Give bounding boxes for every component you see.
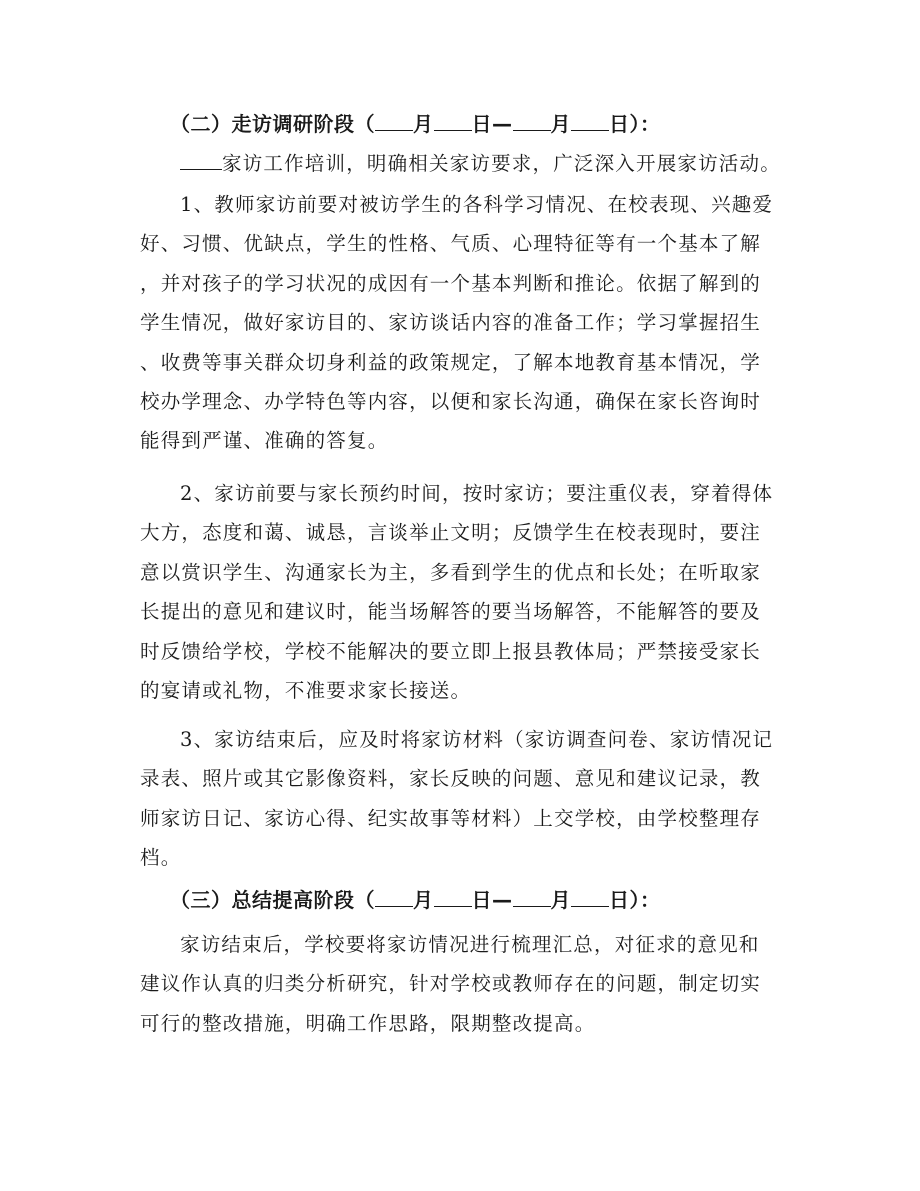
blank-month-end	[513, 886, 551, 907]
heading-suffix: 日）：	[609, 112, 661, 136]
paragraph-line: 、收费等事关群众切身利益的政策规定，了解本地教育基本情况，学	[140, 350, 762, 374]
paragraph-line: 校办学理念、办学特色等内容，以便和家长沟通，确保在家长咨询时	[140, 389, 762, 413]
blank-month-start	[375, 110, 413, 131]
paragraph-line: 长提出的意见和建议时，能当场解答的要当场解答，不能解答的要及	[140, 600, 762, 624]
item-2-paragraph	[140, 474, 790, 710]
paragraph-line: 可行的整改措施，明确工作思路，限期整改提高。	[140, 1011, 596, 1035]
paragraph-line: 大方，态度和蔼、诚恳，言谈举止文明；反馈学生在校表现时，要注	[140, 521, 762, 545]
paragraph-line: 家访结束后，学校要将家访情况进行梳理汇总，对征求的意见和	[180, 933, 760, 956]
paragraph-line: 建议作认真的归类分析研究，针对学校或教师存在的问题，制定切实	[140, 972, 762, 996]
summary-paragraph	[140, 925, 790, 1043]
range-dash: —	[492, 888, 513, 912]
section-2-title: （二）走访调研阶段（	[170, 112, 375, 136]
paragraph-line: 意以赏识学生、沟通家长为主，多看到学生的优点和长处；在听取家	[140, 560, 762, 584]
blank-day-end	[571, 110, 609, 131]
blank-month-end	[513, 110, 551, 131]
paragraph-line: 2、家访前要与家长预约时间，按时家访；要注重仪表，穿着得体	[180, 482, 774, 505]
month-label: 月	[550, 112, 571, 136]
blank-day-start	[434, 110, 472, 131]
month-label: 月	[413, 112, 434, 136]
paragraph-line: 师家访日记、家访心得、纪实故事等材料）上交学校，由学校整理存	[140, 806, 762, 830]
paragraph-line: 3、家访结束后，应及时将家访材料（家访调查问卷、家访情况记	[180, 728, 774, 751]
item-1-paragraph	[140, 185, 790, 461]
blank-month-start	[375, 886, 413, 907]
intro-paragraph	[180, 144, 800, 183]
section-3-title: （三）总结提高阶段（	[170, 888, 375, 912]
paragraph-line: 1、教师家访前要对被访学生的各科学习情况、在校表现、兴趣爱	[180, 193, 774, 216]
day-label: 日	[471, 112, 492, 136]
paragraph-line: 时反馈给学校，学校不能解决的要立即上报县教体局；严禁接受家长	[140, 639, 762, 663]
blank-day-start	[434, 886, 472, 907]
month-label: 月	[550, 888, 571, 912]
item-3-paragraph	[140, 720, 790, 878]
heading-suffix: 日）：	[609, 888, 661, 912]
section-2-heading	[170, 109, 661, 139]
section-3-heading	[170, 885, 661, 915]
month-label: 月	[413, 888, 434, 912]
paragraph-line: 的宴请或礼物，不准要求家长接送。	[140, 678, 472, 702]
paragraph-line: 学生情况，做好家访目的、家访谈话内容的准备工作；学习掌握招生	[140, 311, 762, 335]
paragraph-line: 能得到严谨、准确的答复。	[140, 429, 389, 453]
blank-day-end	[571, 886, 609, 907]
paragraph-line: 档。	[140, 846, 182, 870]
range-dash: —	[492, 112, 513, 136]
paragraph-line: 录表、照片或其它影像资料，家长反映的问题、意见和建议记录，教	[140, 767, 762, 791]
paragraph-line: ，并对孩子的学习状况的成因有一个基本判断和推论。依据了解到的	[140, 271, 762, 295]
paragraph-line: 好、习惯、优缺点，学生的性格、气质、心理特征等有一个基本了解	[140, 232, 762, 256]
blank-lead	[180, 149, 222, 170]
intro-text: 家访工作培训，明确相关家访要求，广泛深入开展家访活动。	[222, 152, 781, 175]
day-label: 日	[471, 888, 492, 912]
